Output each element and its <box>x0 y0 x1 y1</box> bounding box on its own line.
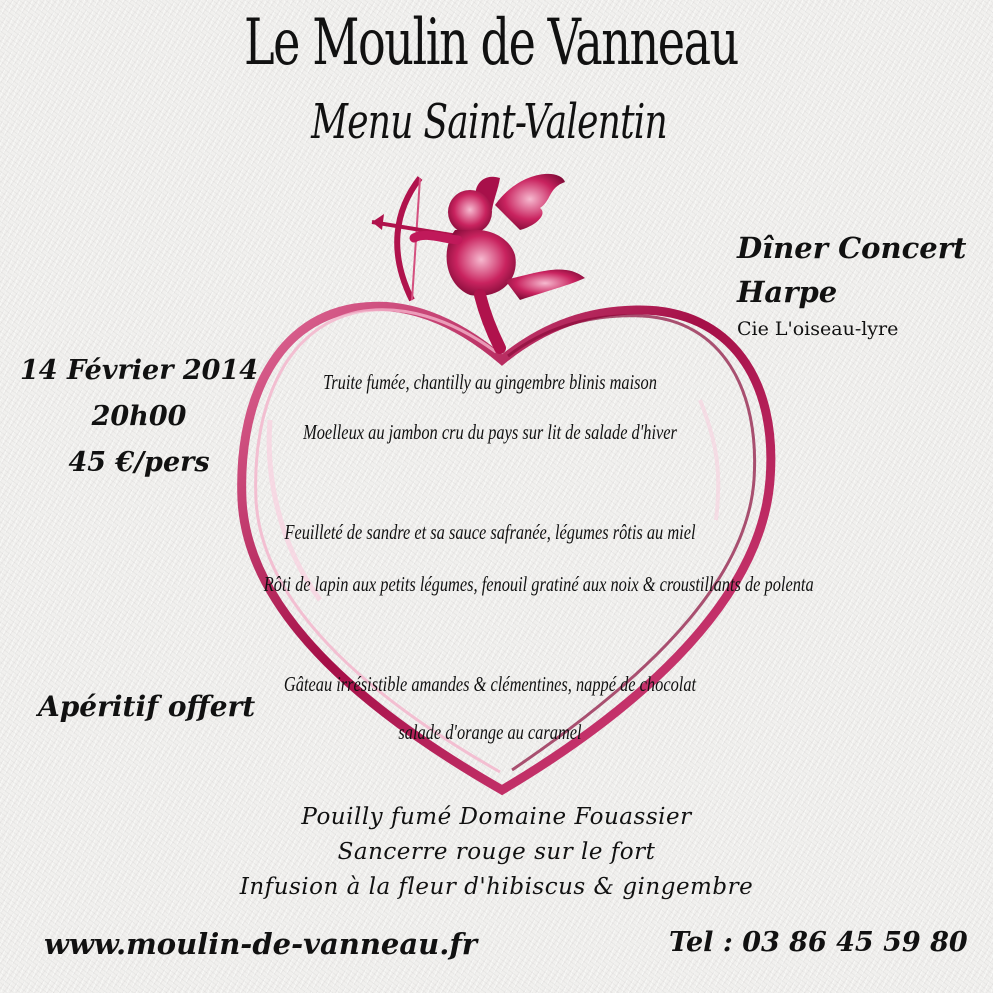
event-date: 14 Février 2014 <box>20 355 258 386</box>
drink-item: Pouilly fumé Domaine Fouassier <box>301 804 692 830</box>
aperitif-offer: Apéritif offert <box>38 690 256 723</box>
drinks-list <box>0 800 993 905</box>
menu-dessert-2: salade d'orange au caramel <box>398 720 582 744</box>
concert-info <box>737 226 966 314</box>
menu-main-2: Rôti de lapin aux petits légumes, fenouil gratiné aux noix & croustillants de polenta <box>263 572 814 596</box>
restaurant-title: Le Moulin de Vanneau <box>244 6 738 80</box>
drink-item: Infusion à la fleur d'hibiscus & gingembre <box>239 874 754 900</box>
menu-main-1: Feuilleté de sandre et sa sauce safranée, légumes rôtis au miel <box>284 520 696 544</box>
event-price: 45 €/pers <box>68 447 210 478</box>
menu-starter-1: Truite fumée, chantilly au gingembre blinis maison <box>323 370 657 394</box>
event-details <box>14 348 264 486</box>
drink-item: Sancerre rouge sur le fort <box>337 839 656 865</box>
concert-line-harp: Harpe <box>737 275 838 309</box>
website-link[interactable]: www.moulin-de-vanneau.fr <box>44 927 478 961</box>
event-time: 20h00 <box>91 401 187 432</box>
menu-dessert-1: Gâteau irrésistible amandes & clémentines, nappé de chocolat <box>283 672 697 696</box>
concert-line-dinner: Dîner Concert <box>737 231 967 265</box>
cupid-icon <box>372 174 585 348</box>
phone-number: Tel : 03 86 45 59 80 <box>669 927 968 958</box>
menu-subtitle: Menu Saint-Valentin <box>311 94 668 150</box>
menu-starter-2: Moelleux au jambon cru du pays sur lit de salade d'hiver <box>303 420 677 444</box>
troupe-name: Cie L'oiseau-lyre <box>737 318 899 340</box>
